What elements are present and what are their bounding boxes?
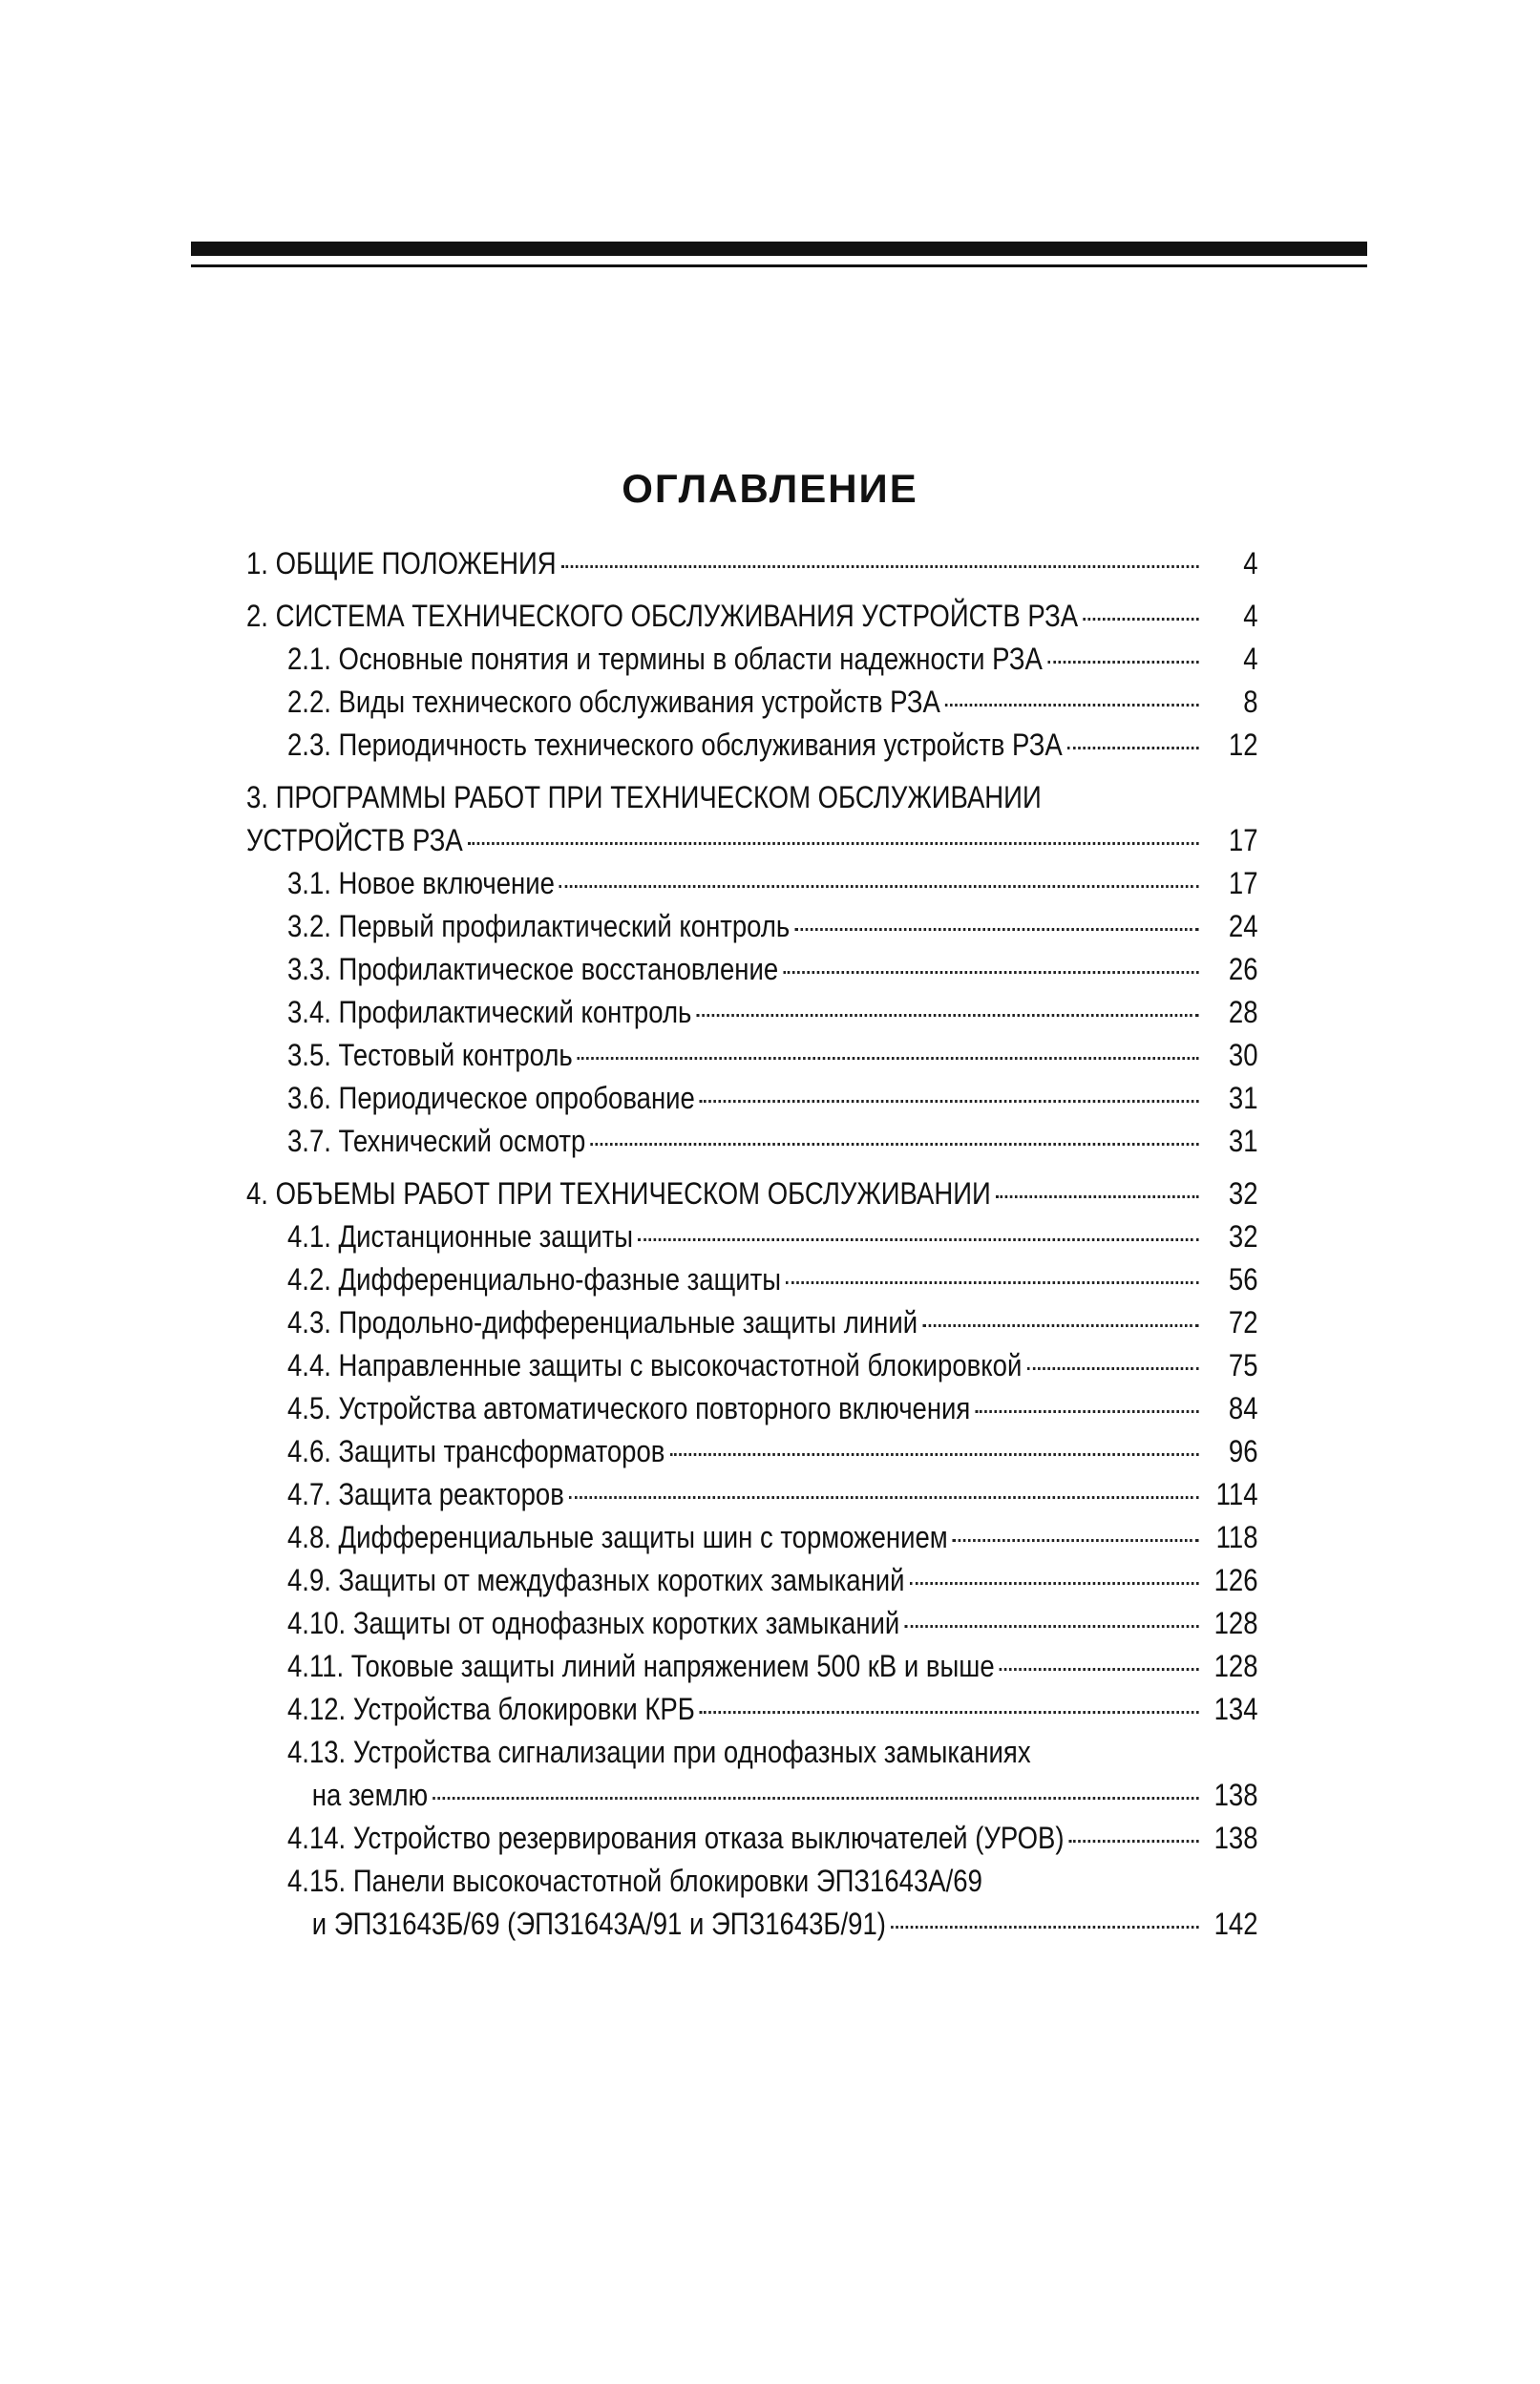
toc-page-number: 31: [1228, 1081, 1258, 1115]
toc-entry: [246, 1817, 1258, 1860]
toc-page-number: 118: [1215, 1520, 1258, 1554]
toc-page-number: 26: [1228, 952, 1258, 986]
toc-leader-dots: [590, 1143, 1198, 1146]
toc-entry: [246, 1688, 1258, 1731]
toc-page-number: 4: [1243, 546, 1258, 580]
toc-entry: [246, 724, 1258, 767]
toc-page-number: 142: [1213, 1907, 1258, 1941]
toc-entry-label: 4.7. Защита реакторов: [287, 1477, 564, 1511]
toc-entry-label: 4.2. Дифференциально-фазные защиты: [287, 1262, 781, 1297]
toc-page-number: 31: [1228, 1124, 1258, 1158]
toc-entry: [246, 1344, 1258, 1387]
toc-entry: [246, 991, 1258, 1034]
toc-entry: [246, 595, 1258, 638]
header-rule-thick: [191, 242, 1367, 256]
toc-leader-dots: [1047, 661, 1199, 664]
toc-page-number: 28: [1228, 995, 1258, 1029]
toc-entry-label: 4.3. Продольно-дифференциальные защиты линий: [287, 1305, 918, 1340]
toc-page-number: 56: [1228, 1262, 1258, 1297]
toc-entry-label: 4.11. Токовые защиты линий напряжением 500 кВ и выше: [287, 1649, 995, 1683]
toc-entry-label: 3.7. Технический осмотр: [287, 1124, 586, 1158]
toc-page-number: 4: [1243, 642, 1258, 676]
toc-entry: [246, 905, 1258, 948]
toc-leader-dots: [670, 1453, 1199, 1456]
toc-entry-label: 3.3. Профилактическое восстановление: [287, 952, 779, 986]
toc-entry-label: 4.9. Защиты от междуфазных коротких замыканий: [287, 1563, 905, 1597]
toc-entry-label: 2. СИСТЕМА ТЕХНИЧЕСКОГО ОБСЛУЖИВАНИЯ УСТРОЙСТВ РЗА: [246, 599, 1079, 633]
toc-entry-label: 3.2. Первый профилактический контроль: [287, 909, 791, 943]
toc-page-number: 32: [1228, 1176, 1258, 1211]
toc-leader-dots: [1067, 747, 1199, 749]
toc-entry: [246, 776, 1258, 862]
toc-leader-dots: [922, 1324, 1198, 1327]
toc-leader-dots: [432, 1797, 1198, 1800]
toc-leader-dots: [945, 704, 1199, 707]
toc-entry-label: 2.1. Основные понятия и термины в области надежности РЗА: [287, 642, 1043, 676]
toc-entry: [246, 1602, 1258, 1645]
toc-entry: [246, 1559, 1258, 1602]
toc-entry-label: 3.1. Новое включение: [287, 866, 555, 900]
toc-entry-label: 4.5. Устройства автоматического повторного включения: [287, 1391, 971, 1425]
toc-entry-label-continued: УСТРОЙСТВ РЗА: [246, 823, 463, 857]
toc-page-number: 134: [1213, 1692, 1258, 1726]
toc-entry-label: 2.2. Виды технического обслуживания устройств РЗА: [287, 685, 940, 719]
toc-leader-dots: [996, 1195, 1199, 1198]
toc-leader-dots: [783, 971, 1198, 974]
toc-entry-label: 4.13. Устройства сигнализации при однофазных замыканиях: [287, 1735, 1031, 1769]
toc-page-number: 84: [1228, 1391, 1258, 1425]
toc-entry: [246, 1430, 1258, 1473]
toc-entry-label: 2.3. Периодичность технического обслуживания устройств РЗА: [287, 728, 1063, 762]
toc-entry-label: 3. ПРОГРАММЫ РАБОТ ПРИ ТЕХНИЧЕСКОМ ОБСЛУЖИВАНИИ: [246, 780, 1042, 814]
toc-page-number: 126: [1213, 1563, 1258, 1597]
toc-entry: [246, 1473, 1258, 1516]
toc-leader-dots: [468, 842, 1199, 845]
toc-entry-label-continued: на землю: [311, 1778, 429, 1812]
toc-page-number: 17: [1228, 866, 1258, 900]
toc-entry-label: 4.15. Панели высокочастотной блокировки ЭПЗ1643А/69: [287, 1864, 982, 1898]
toc-page-number: 24: [1228, 909, 1258, 943]
toc-leader-dots: [786, 1281, 1198, 1284]
toc-entry: [246, 1077, 1258, 1120]
toc-entry: [246, 1120, 1258, 1163]
toc-entry-label: 1. ОБЩИЕ ПОЛОЖЕНИЯ: [246, 546, 557, 580]
toc-leader-dots: [1069, 1840, 1199, 1843]
toc-entry-label: 4.10. Защиты от однофазных коротких замыканий: [287, 1606, 900, 1640]
toc-entry: [246, 681, 1258, 724]
toc-leader-dots: [559, 885, 1199, 888]
toc-entry: [246, 638, 1258, 681]
page-title: ОГЛАВЛЕНИЕ: [622, 466, 918, 511]
toc-leader-dots: [794, 928, 1198, 931]
toc-entry: [246, 1645, 1258, 1688]
toc-entry: [246, 1860, 1258, 1946]
toc-entry-label: 4.8. Дифференциальные защиты шин с торможением: [287, 1520, 948, 1554]
toc-leader-dots: [891, 1926, 1199, 1929]
toc-page-number: 128: [1213, 1649, 1258, 1683]
toc-entry-label: 4.6. Защиты трансформаторов: [287, 1434, 665, 1468]
toc-entry: [246, 1172, 1258, 1215]
toc-leader-dots: [561, 565, 1199, 568]
toc-entry-label: 3.4. Профилактический контроль: [287, 995, 692, 1029]
toc-leader-dots: [569, 1496, 1199, 1499]
toc-page-number: 8: [1243, 685, 1258, 719]
toc-page-number: 4: [1243, 599, 1258, 633]
toc-page-number: 17: [1228, 823, 1258, 857]
toc-leader-dots: [975, 1410, 1198, 1413]
toc-page-number: 138: [1213, 1821, 1258, 1855]
toc-leader-dots: [953, 1539, 1199, 1542]
toc-entry-label: 4.4. Направленные защиты с высокочастотной блокировкой: [287, 1348, 1023, 1382]
toc-page-number: 32: [1228, 1219, 1258, 1254]
toc-page-number: 12: [1228, 728, 1258, 762]
toc-page-number: 75: [1228, 1348, 1258, 1382]
toc-entry: [246, 1215, 1258, 1258]
toc-page-number: 72: [1228, 1305, 1258, 1340]
toc-leader-dots: [696, 1014, 1198, 1017]
toc-entry-label: 3.5. Тестовый контроль: [287, 1038, 573, 1072]
toc-leader-dots: [638, 1238, 1198, 1241]
header-rule-thin: [191, 264, 1367, 267]
toc-entry-label: 3.6. Периодическое опробование: [287, 1081, 695, 1115]
toc-leader-dots: [1083, 618, 1198, 621]
toc-leader-dots: [700, 1100, 1199, 1103]
toc-leader-dots: [910, 1582, 1199, 1585]
table-of-contents: [246, 542, 1258, 1946]
toc-entry-label: 4.12. Устройства блокировки КРБ: [287, 1692, 695, 1726]
toc-entry-label: 4.14. Устройство резервирования отказа выключателей (УРОВ): [287, 1821, 1065, 1855]
toc-page-number: 96: [1228, 1434, 1258, 1468]
toc-entry: [246, 542, 1258, 585]
toc-leader-dots: [904, 1625, 1198, 1628]
toc-leader-dots: [1000, 1668, 1199, 1671]
toc-entry: [246, 1034, 1258, 1077]
toc-leader-dots: [1026, 1367, 1198, 1370]
toc-entry-label: 4.1. Дистанционные защиты: [287, 1219, 634, 1254]
toc-entry: [246, 1301, 1258, 1344]
toc-entry: [246, 862, 1258, 905]
toc-entry-label: 4. ОБЪЕМЫ РАБОТ ПРИ ТЕХНИЧЕСКОМ ОБСЛУЖИВАНИИ: [246, 1176, 991, 1211]
toc-entry: [246, 1258, 1258, 1301]
toc-entry: [246, 1387, 1258, 1430]
toc-entry: [246, 948, 1258, 991]
toc-entry: [246, 1731, 1258, 1817]
toc-page-number: 114: [1215, 1477, 1258, 1511]
toc-entry: [246, 1516, 1258, 1559]
toc-leader-dots: [578, 1057, 1199, 1060]
toc-entry-label-continued: и ЭПЗ1643Б/69 (ЭПЗ1643А/91 и ЭПЗ1643Б/91): [311, 1907, 886, 1941]
toc-page-number: 128: [1213, 1606, 1258, 1640]
toc-leader-dots: [700, 1711, 1199, 1714]
toc-page-number: 30: [1228, 1038, 1258, 1072]
toc-page-number: 138: [1213, 1778, 1258, 1812]
